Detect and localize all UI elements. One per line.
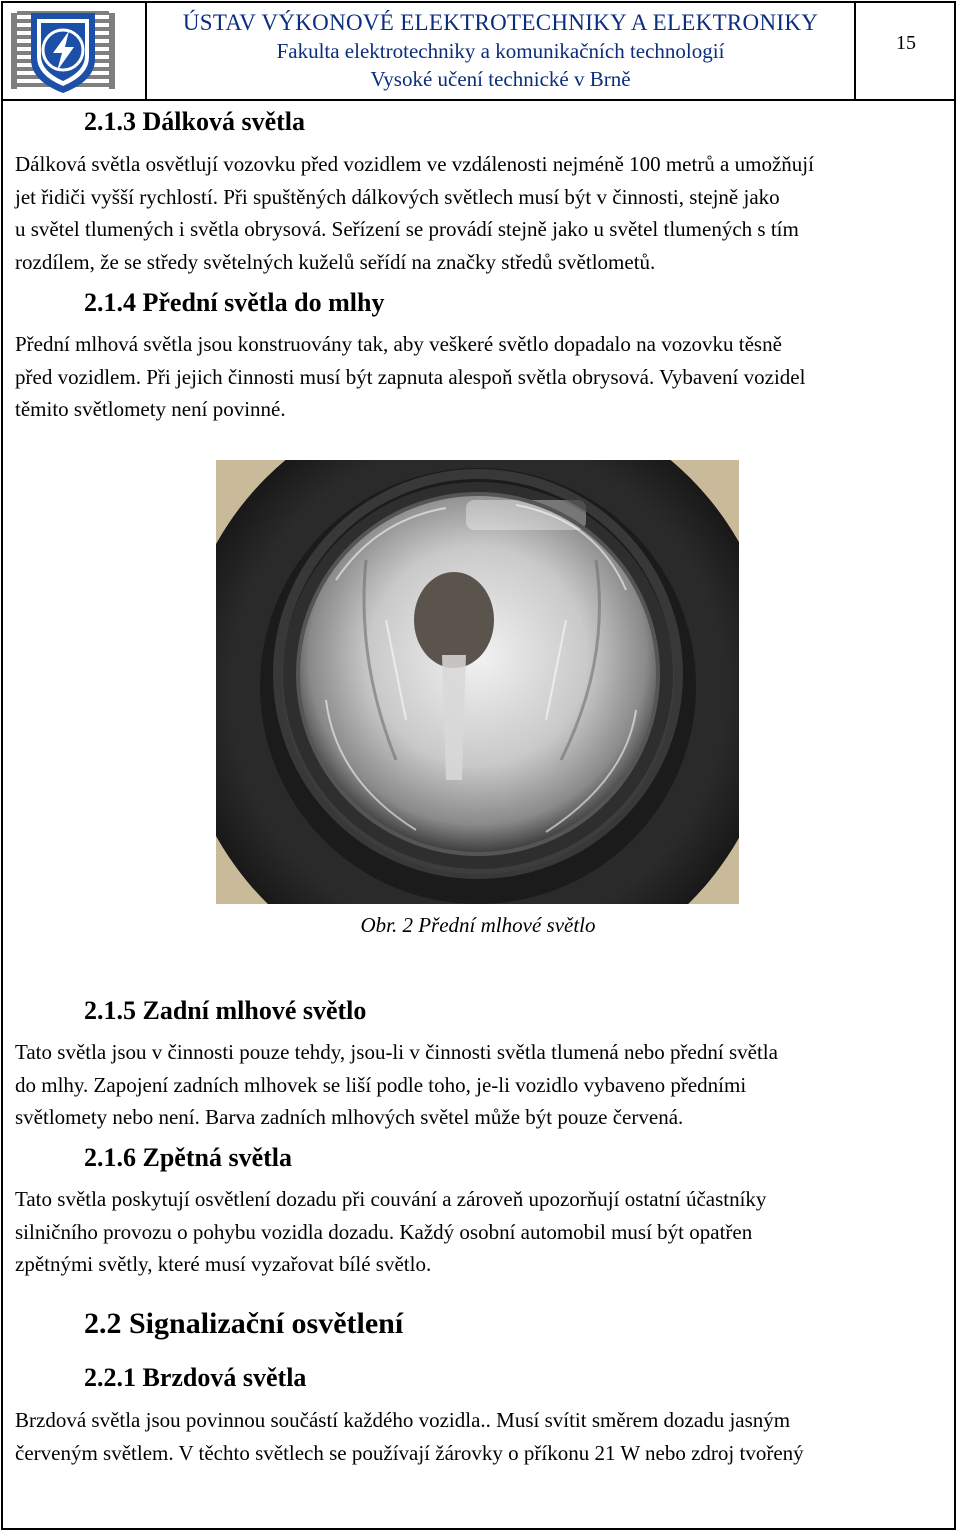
- text-line: červeným světlem. V těchto světlech se používají žárovky o příkonu 21 W nebo zdroj tvořený: [15, 1440, 804, 1465]
- heading-2-1-4: 2.1.4 Přední světla do mlhy: [84, 288, 385, 317]
- text-line: do mlhy. Zapojení zadních mlhovek se liší podle toho, je-li vozidlo vybaveno předními: [15, 1072, 747, 1097]
- header-titles: [147, 1, 856, 99]
- text-line: Přední mlhová světla jsou konstruovány tak, aby veškeré světlo dopadalo na vozovku těsně: [15, 332, 782, 356]
- text-line: Tato světla poskytují osvětlení dozadu při couvání a zároveň upozorňují ostatní účastníky: [15, 1187, 767, 1211]
- paragraph-2-1-3: [15, 148, 923, 279]
- institute-logo: [1, 1, 147, 99]
- text-line: Brzdová světla jsou povinnou součástí každého vozidla.. Musí svítit směrem dozadu jasným: [15, 1408, 791, 1432]
- paragraph-2-1-6: [15, 1183, 923, 1281]
- paragraph-2-1-4: [15, 328, 923, 426]
- lightning-shield-icon: [1, 1, 143, 97]
- faculty-name: Fakulta elektrotechniky a komunikačních technologií: [276, 39, 725, 63]
- text-line: silničního provozu o pohybu vozidla dozadu. Každý osobní automobil musí být opatřen: [15, 1219, 753, 1244]
- text-line: před vozidlem. Při jejich činnosti musí být zapnuta alespoň světla obrysová. Vybavení vozidel: [15, 364, 806, 389]
- text-line: těmito světlomety není povinné.: [15, 397, 286, 422]
- text-line: rozdílem, že se středy světelných kuželů seřídí na značky středů světlometů.: [15, 250, 656, 275]
- text-line: světlomety nebo není. Barva zadních mlhových světel může být pouze červená.: [15, 1105, 684, 1130]
- text-line: Tato světla jsou v činnosti pouze tehdy, jsou-li v činnosti světla tlumená nebo přední světla: [15, 1040, 778, 1064]
- heading-2-1-6: 2.1.6 Zpětná světla: [84, 1143, 292, 1172]
- paragraph-2-1-5: [15, 1036, 923, 1134]
- text-line: jet řidiči vyšší rychlostí. Při spuštěných dálkových světlech musí být v činnosti, stejně jako: [15, 184, 780, 209]
- paragraph-2-2-1: [15, 1404, 923, 1469]
- text-line: zpětnými světly, které musí vyzařovat bílé světlo.: [15, 1252, 432, 1277]
- heading-2-2-1: 2.2.1 Brzdová světla: [84, 1363, 307, 1392]
- text-line: u světel tlumených i světla obrysová. Seřízení se provádí stejně jako u světel tlumených s tím: [15, 217, 799, 242]
- page-number: 15: [896, 31, 916, 54]
- university-name: Vysoké učení technické v Brně: [370, 67, 631, 91]
- heading-2-2: 2.2 Signalizační osvětlení: [84, 1307, 404, 1340]
- institute-name: ÚSTAV VÝKONOVÉ ELEKTROTECHNIKY A ELEKTRONIKY: [182, 10, 819, 35]
- heading-2-1-3: 2.1.3 Dálková světla: [84, 107, 305, 136]
- page-header: [1, 1, 956, 101]
- text-line: Dálková světla osvětlují vozovku před vozidlem ve vzdálenosti nejméně 100 metrů a umožňují: [15, 152, 814, 176]
- fog-light-photo: [216, 460, 739, 904]
- heading-2-1-5: 2.1.5 Zadní mlhové světlo: [84, 996, 367, 1025]
- figure-caption: Obr. 2 Přední mlhové světlo: [360, 913, 596, 937]
